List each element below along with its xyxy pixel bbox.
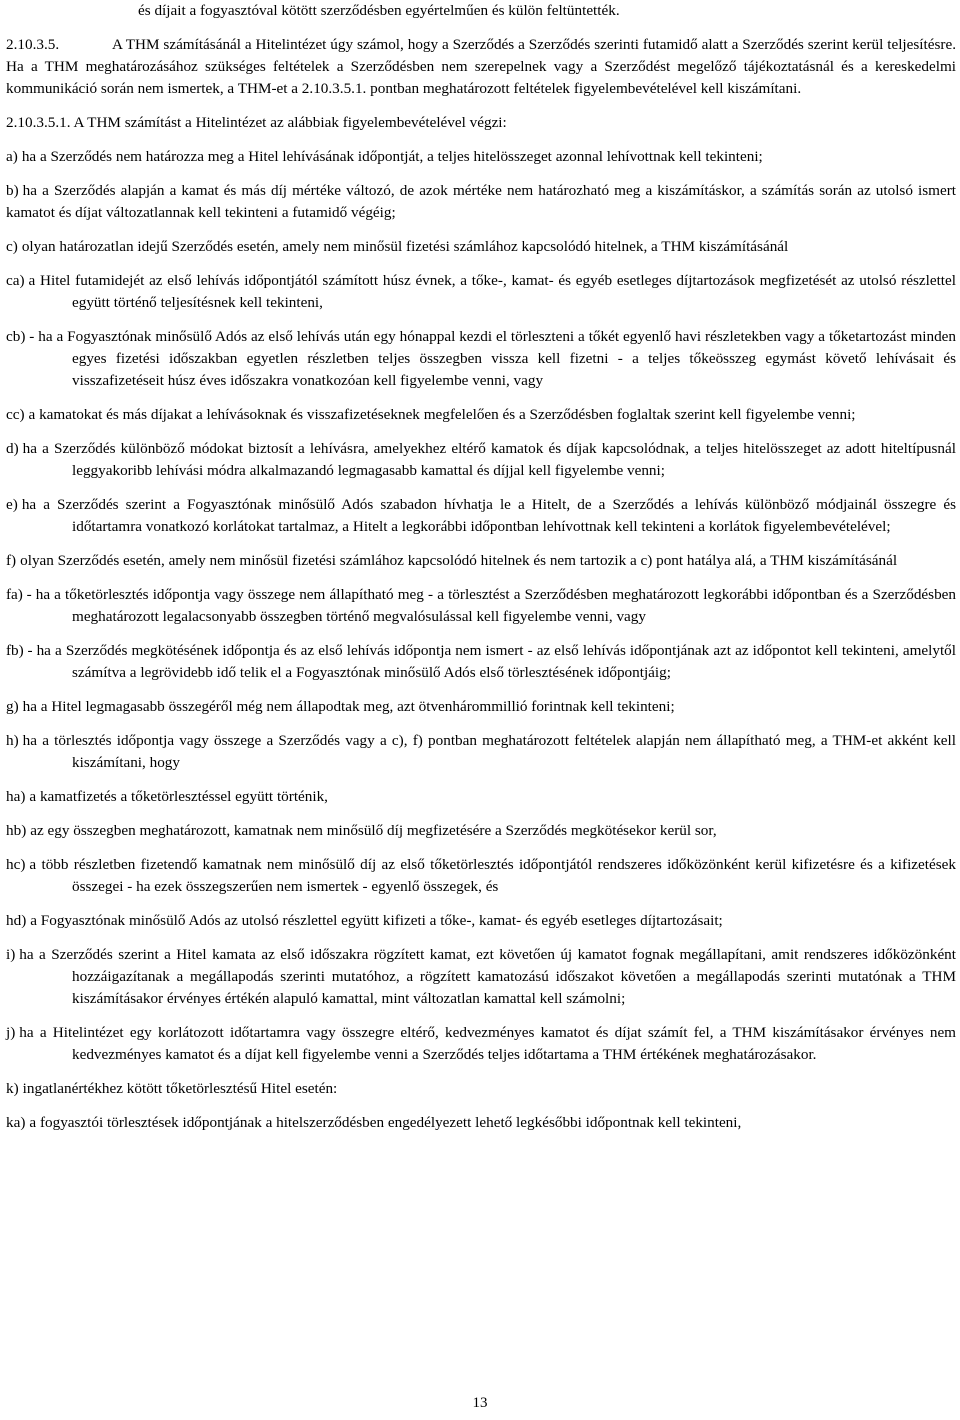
condition-list <box>6 146 956 1134</box>
section-number: 2.10.3.5. <box>6 36 60 53</box>
list-item-label: cb) - <box>6 328 35 345</box>
list-item-text: ha a Szerződés szerint a Hitel kamata az első időszakra rögzített kamat, ezt követően új kamatot fognak megállapítani, amit rendszeres időközönként hozzáigazítanak a megállapodás szerinti mutatóhoz, a rögzített kamatozású időszakot követően a megállapodás szerinti mutatónak a THM kiszámításakor érvényes értékén alapuló kamattal, mint változatlan kamattal kell számolni; <box>19 946 956 1007</box>
list-item-text: a több részletben fizetendő kamatnak nem minősülő díj az első tőketörlesztés időpontjától rendszeres időközönként kerül kifizetésre és a kifizetések összegei - ha ezek összegszerűen nem ismertek - egyenlő összegek, és <box>29 856 956 895</box>
list-item-label: b) <box>6 182 19 199</box>
list-item-text: a kamatokat és más díjakat a lehívásoknak és visszafizetéseknek megfelelően és a Szerződésben foglaltak szerint kell figyelembe venni; <box>28 406 856 423</box>
list-item <box>6 180 956 224</box>
list-item-label: hd) <box>6 912 27 929</box>
list-item-label: fb) - <box>6 642 33 659</box>
list-item-text: ha a törlesztés időpontja vagy összege a Szerződés vagy a c), f) pontban meghatározott feltételek alapján nem állapítható meg, a THM-et akként kell kiszámítani, hogy <box>22 732 956 771</box>
list-item-text: olyan Szerződés esetén, amely nem minősül fizetési számlához kapcsolódó hitelnek és nem tartozik a c) pont hatálya alá, a THM kiszámításánál <box>20 552 898 569</box>
list-item-text: ha a Fogyasztónak minősülő Adós az első lehívás után egy hónappal kezdi el törleszteni a tőkét egyenlő havi részletekben vagy a tőketartozást minden egyes fizetési időszakban egyetlen részletben teljes összegben vissza kell fizetni - a teljes tőkeösszeg egymást követő lehívásait és visszafizetéseit húsz éves időszakra vonatkozóan kell figyelembe venni, vagy <box>38 328 956 389</box>
list-item <box>6 326 956 392</box>
list-item-label: g) <box>6 698 19 715</box>
list-item-text: az egy összegben meghatározott, kamatnak nem minősülő díj megfizetésére a Szerződés megkötésekor kerül sor, <box>30 822 717 839</box>
list-item-text: ha a Hitelintézet egy korlátozott időtartamra vagy összegre eltérő, kedvezményes kamatot és díjat számít fel, a THM kiszámításakor érvényes nem kedvezményes kamatot és a díjat kell figyelembe venni a Szerződés teljes időtartama a THM értékének meghatározásakor. <box>19 1024 956 1063</box>
document-page <box>6 0 956 1146</box>
list-item-label: h) <box>6 732 19 749</box>
list-item-label: c) <box>6 238 18 255</box>
list-item <box>6 1078 956 1100</box>
list-item <box>6 696 956 718</box>
section-2-10-3-5-1 <box>6 112 956 134</box>
list-item-label: hb) <box>6 822 27 839</box>
list-item <box>6 1112 956 1134</box>
list-item-label: d) <box>6 440 19 457</box>
list-item <box>6 910 956 932</box>
list-item-label: hc) <box>6 856 26 873</box>
list-item-text: a Fogyasztónak minősülő Adós az utolsó részlettel együtt kifizeti a tőke-, kamat- és egyéb esetleges díjtartozásait; <box>30 912 723 929</box>
list-item <box>6 786 956 808</box>
list-item-text: ha a Hitel legmagasabb összegéről még nem állapodtak meg, azt ötvenhárommillió forintnak kell tekinteni; <box>22 698 675 715</box>
list-item-text: olyan határozatlan idejű Szerződés esetén, amely nem minősül fizetési számlához kapcsolódó hitelnek, a THM kiszámításánál <box>21 238 789 255</box>
list-item <box>6 438 956 482</box>
list-item <box>6 820 956 842</box>
list-item <box>6 550 956 572</box>
section-number: 2.10.3.5.1. <box>6 114 71 131</box>
list-item-text: ha a tőketörlesztés időpontja vagy összege nem állapítható meg - a törlesztést a Szerződésben meghatározott legkorábbi időpontban és a Szerződésben meghatározott legalacsonyabb összegben történő megvalósulással kell figyelembe venni, vagy <box>35 586 956 625</box>
list-item <box>6 854 956 898</box>
list-item-label: j) <box>6 1024 16 1041</box>
list-item-label: fa) - <box>6 586 32 603</box>
section-text: A THM számításánál a Hitelintézet úgy számol, hogy a Szerződés a Szerződés szerinti futamidő alatt a Szerződés szerint kerül teljesítésre. Ha a THM meghatározásához szükséges feltételek a Szerződésben nem szerepelnek vagy a Szerződést megelőző tájékoztatásnál és a kereskedelmi kommunikáció során nem ismertek, a THM-et a 2.10.3.5.1. pontban meghatározott feltételek figyelembevételével kell kiszámítani. <box>6 36 956 97</box>
section-2-10-3-5 <box>6 34 956 100</box>
list-item-label: ka) <box>6 1114 26 1131</box>
list-item <box>6 236 956 258</box>
list-item-label: ha) <box>6 788 26 805</box>
list-item <box>6 730 956 774</box>
list-item <box>6 640 956 684</box>
list-item-text: ha a Szerződés megkötésének időpontja és az első lehívás időpontja nem ismert - az első lehívás időpontjának azt az időpontot kell tekinteni, amelytől számítva a legrövidebb idő telik el a Fogyasztónak minősülő Adós első törlesztésének időpontjáig; <box>36 642 956 681</box>
list-item-text: ingatlanértékhez kötött tőketörlesztésű Hitel esetén: <box>22 1080 338 1097</box>
list-item <box>6 944 956 1010</box>
list-item <box>6 404 956 426</box>
list-item <box>6 146 956 168</box>
list-item-text: ha a Szerződés alapján a kamat és más díj mértéke változó, de azok mértéke nem határozható meg a kiszámításkor, a számítás során az utolsó ismert kamatot és díjat változatlannak kell tekinteni a futamidő végéig; <box>6 182 956 221</box>
list-item-text: ha a Szerződés szerint a Fogyasztónak minősülő Adós szabadon hívhatja le a Hitelt, de a Szerződés a lehívás különböző módjainál összegre és időtartamra vonatkozó korlátokat tartalmaz, a Hitelt a legkorábbi időpontban lehívottnak kell tekinteni a korlátok figyelembevételével; <box>21 496 956 535</box>
list-item-text: a Hitel futamidejét az első lehívás időpontjától számított húsz évnek, a tőke-, kamat- és egyéb esetleges díjtartozások megfizetését az utolsó részlettel együtt történő teljesítésnek kell tekinteni, <box>28 272 956 311</box>
list-item-text: a fogyasztói törlesztések időpontjának a hitelszerződésben engedélyezett lehető legkésőbbi időpontnak kell tekinteni, <box>29 1114 742 1131</box>
intro-line: és díjait a fogyasztóval kötött szerződésben egyértelműen és külön feltüntették. <box>138 2 620 19</box>
list-item-label: f) <box>6 552 17 569</box>
section-text: A THM számítást a Hitelintézet az alábbiak figyelembevételével végzi: <box>73 114 507 131</box>
page-number: 13 <box>472 1395 488 1411</box>
list-item-label: k) <box>6 1080 19 1097</box>
list-item-label: cc) <box>6 406 25 423</box>
list-item <box>6 270 956 314</box>
list-item-text: ha a Szerződés különböző módokat biztosít a lehívásra, amelyekhez eltérő kamatok és díjak kapcsolódnak, a teljes hitelösszeget az adott hiteltípusnál leggyakoribb lehívási módra alkalmazandó legmagasabb kamattal és díjjal kell figyelembe venni; <box>22 440 956 479</box>
list-item-label: ca) <box>6 272 25 289</box>
list-item-label: e) <box>6 496 18 513</box>
list-item <box>6 584 956 628</box>
list-item-text: ha a Szerződés nem határozza meg a Hitel lehívásának időpontját, a teljes hitelösszeget azonnal lehívottnak kell tekinteni; <box>21 148 763 165</box>
list-item-label: a) <box>6 148 18 165</box>
list-item <box>6 494 956 538</box>
list-item-label: i) <box>6 946 16 963</box>
list-item <box>6 1022 956 1066</box>
list-item-text: a kamatfizetés a tőketörlesztéssel együtt történik, <box>29 788 328 805</box>
